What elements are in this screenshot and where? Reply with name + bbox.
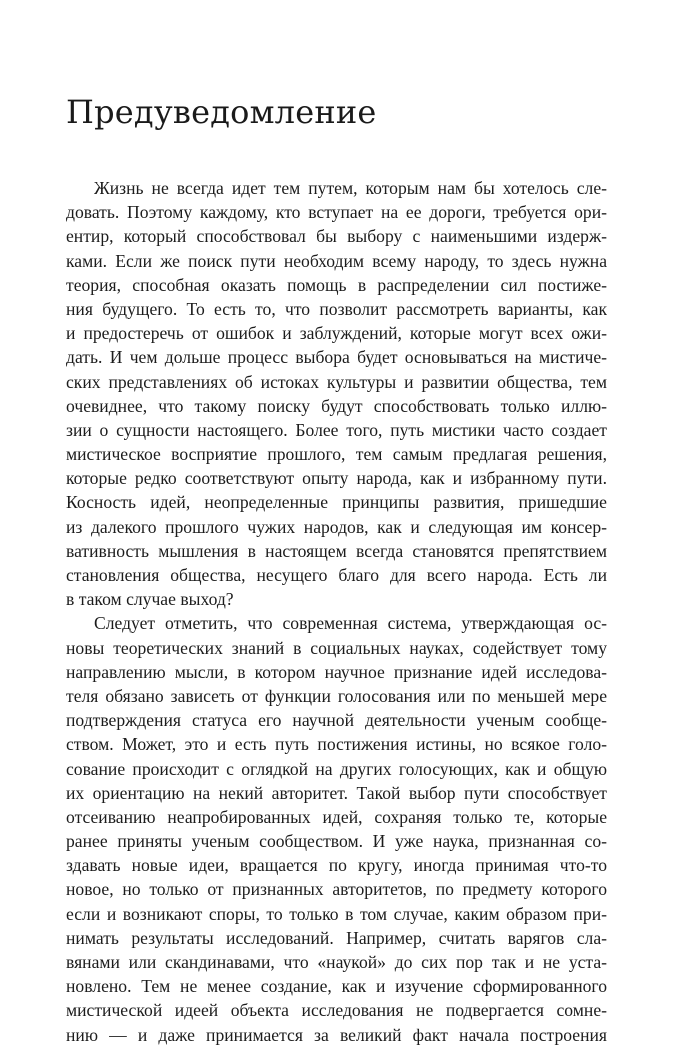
paragraph-2-line: ранее приняты ученым сообществом. И уже наука, признанная со-: [66, 831, 607, 852]
paragraph-1-line: вативность мышления в настоящем всегда становятся препятствием: [66, 540, 607, 561]
paragraph-2-line: новы теоретических знаний в социальных науках, содействует тому: [66, 637, 607, 658]
paragraph-1-line: ния будущего. То есть то, что позволит рассмотреть варианты, как: [66, 298, 607, 319]
paragraph-1-line: дать. И чем дольше процесс выбора будет основываться на мистиче-: [66, 347, 607, 368]
paragraph-2-line: направлению мысли, в котором научное признание идей исследова-: [66, 661, 607, 682]
paragraph-1-line: из далекого прошлого чужих народов, как и следующая им консер-: [66, 516, 607, 537]
paragraph-2-line: Следует отметить, что современная система, утверждающая ос-: [94, 613, 607, 634]
paragraph-2-line: новлено. Тем не менее создание, как и изучение сформированного: [66, 976, 607, 997]
paragraph-1-line: в таком случае выход?: [66, 589, 234, 610]
paragraph-1-line: довать. Поэтому каждому, кто вступает на ее дороги, требуется ори-: [66, 202, 607, 223]
paragraph-1-line: и предостеречь от ошибок и заблуждений, которые могут всех ожи-: [66, 323, 607, 344]
paragraph-2-line: отсеиванию неапробированных идей, сохраняя только те, которые: [66, 806, 607, 827]
paragraph-1-line: очевиднее, что такому поиску будут способствовать только иллю-: [66, 395, 607, 416]
paragraph-2-line: ством. Может, это и есть путь постижения истины, но всякое голо-: [66, 734, 607, 755]
paragraph-1-line: становления общества, несущего благо для всего народа. Есть ли: [66, 565, 607, 585]
page-heading: Предуведомление: [66, 93, 377, 131]
paragraph-2-line: подтверждения статуса его научной деятельности ученым сообще-: [66, 710, 607, 731]
paragraph-2-line: если и возникают споры, то только в том случае, каким образом при-: [66, 903, 607, 924]
paragraph-1-line: мистическое восприятие прошлого, тем самым предлагая решения,: [66, 444, 607, 465]
paragraph-2-line: сование происходит с оглядкой на других голосующих, как и общую: [66, 758, 607, 779]
body-text: [66, 176, 607, 1047]
paragraph-1-line: ентир, который способствовал бы выбору с наименьшими издерж-: [66, 226, 607, 247]
paragraph-1-line: которые редко соответствуют опыту народа, как и избранному пути.: [66, 468, 607, 489]
paragraph-2-line: новое, но только от признанных авторитетов, по предмету которого: [66, 879, 607, 900]
paragraph-1-line: теория, способная оказать помощь в распределении сил постиже-: [66, 274, 607, 295]
paragraph-2-line: здавать новые идеи, вращается по кругу, иногда принимая что-то: [66, 855, 607, 876]
paragraph-1-line: ских представлениях об истоках культуры и развитии общества, тем: [66, 371, 607, 392]
paragraph-1-line: Косность идей, неопределенные принципы развития, пришедшие: [66, 492, 607, 513]
paragraph-2-line: вянами или скандинавами, что «наукой» до сих пор так и не уста-: [66, 952, 607, 972]
paragraph-1-line: Жизнь не всегда идет тем путем, которым нам бы хотелось сле-: [94, 178, 607, 198]
paragraph-2-line: нию — и даже принимается за великий факт начала построения: [66, 1024, 607, 1045]
paragraph-2-line: нимать результаты исследований. Например, считать варягов сла-: [66, 927, 607, 948]
paragraph-1-line: зии о сущности настоящего. Более того, путь мистики часто создает: [66, 419, 607, 440]
paragraph-1-line: ками. Если же поиск пути необходим всему народу, то здесь нужна: [66, 250, 607, 271]
paragraph-2-line: мистической идеей объекта исследования не подвергается сомне-: [66, 1000, 607, 1021]
paragraph-2-line: их ориентацию на некий авторитет. Такой выбор пути способствует: [66, 782, 607, 803]
paragraph-2-line: теля обязано зависеть от функции голосования или по меньшей мере: [66, 685, 607, 706]
